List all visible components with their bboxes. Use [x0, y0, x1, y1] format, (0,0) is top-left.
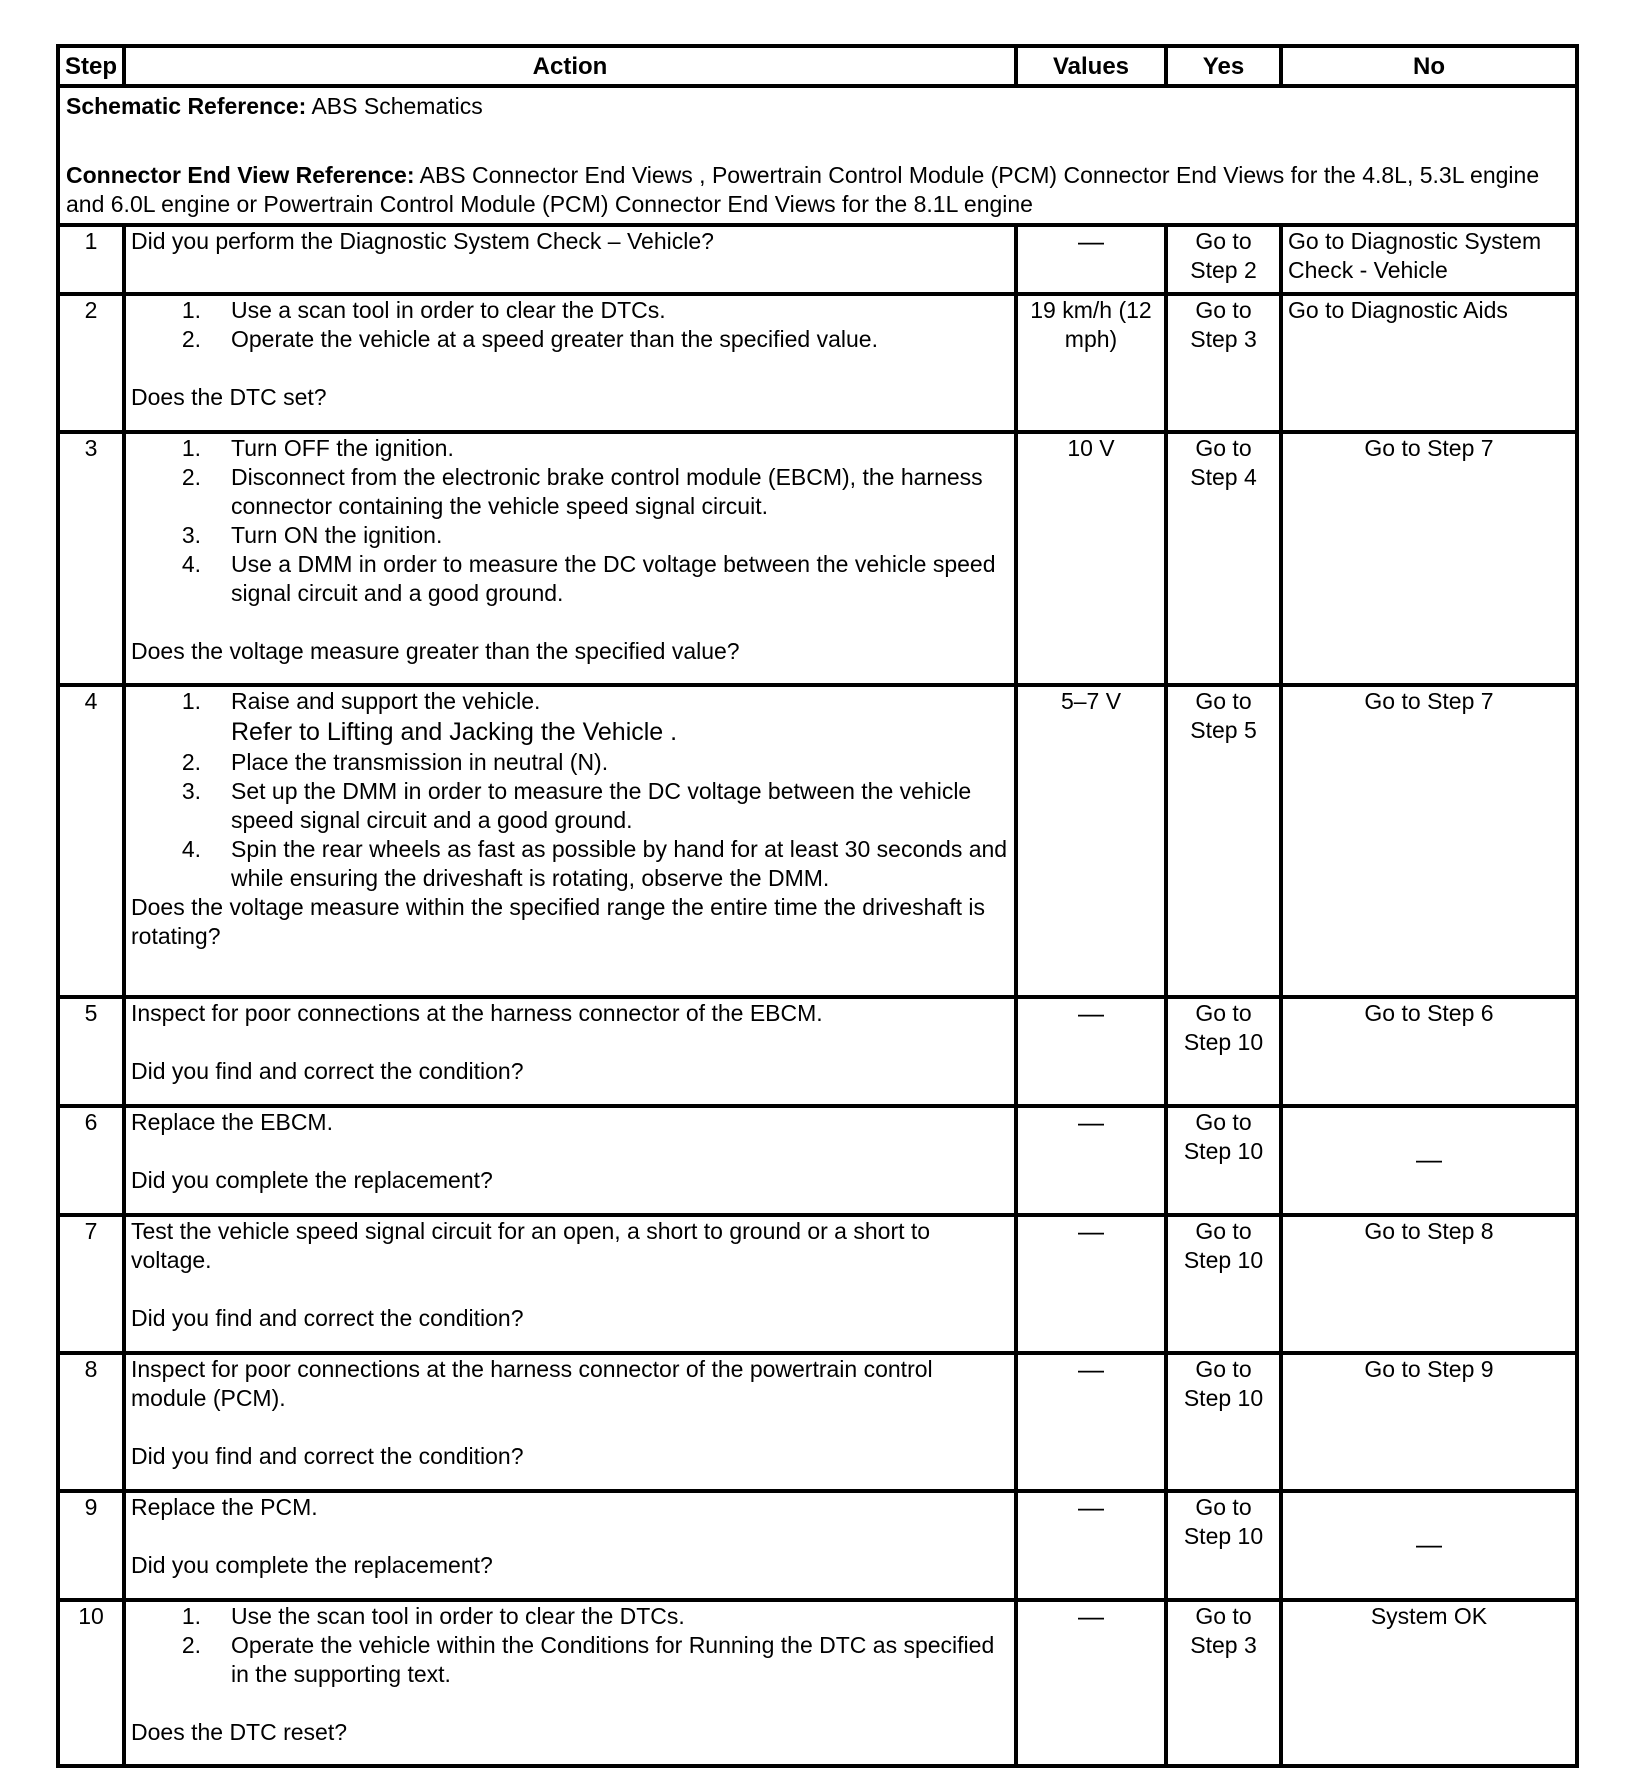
- no-cell: [1281, 1106, 1577, 1215]
- list-item: [131, 325, 1009, 354]
- no-link[interactable]: Go to Step 6: [1281, 997, 1577, 1106]
- connector-reference-links[interactable]: ABS Connector End Views , Powertrain Control Module (PCM) Connector End Views for the 4.8L, 5.3L engine and 6.0L engine or Powertrain Control Module (PCM) Connector End Views for the 8.1L engine: [66, 162, 1540, 217]
- no-link[interactable]: Go to Step 8: [1281, 1215, 1577, 1353]
- list-item: [131, 296, 1009, 325]
- item-number: 2.: [181, 749, 201, 776]
- step-number: 8: [58, 1353, 124, 1491]
- value-text: —: [1078, 226, 1104, 257]
- value-cell: [1016, 225, 1166, 294]
- item-number: 1.: [181, 435, 201, 462]
- list-item: [131, 748, 1009, 777]
- value-text: 19 km/h (12 mph): [1016, 294, 1166, 432]
- list-item: [131, 1602, 1009, 1631]
- step-number: 3: [58, 432, 124, 685]
- item-text: Turn OFF the ignition.: [231, 435, 454, 462]
- question-text: Did you complete the replacement?: [131, 1166, 493, 1193]
- reference-cell: [58, 86, 1577, 225]
- table-row: [58, 1106, 1577, 1215]
- header-step: Step: [58, 46, 124, 86]
- value-cell: [1016, 1106, 1166, 1215]
- value-text: —: [1078, 1106, 1104, 1137]
- table-row: [58, 685, 1577, 996]
- question-text: Did you complete the replacement?: [131, 1551, 493, 1578]
- item-number: 4.: [181, 836, 201, 863]
- step-number: 2: [58, 294, 124, 432]
- yes-link[interactable]: Go to Step 10: [1166, 1491, 1281, 1600]
- item-number: 2.: [181, 464, 201, 491]
- no-link[interactable]: Go to Diagnostic System Check - Vehicle: [1281, 225, 1577, 294]
- step-number: 10: [58, 1600, 124, 1766]
- value-text: —: [1078, 1353, 1104, 1384]
- value-text: —: [1078, 1491, 1104, 1522]
- item-text: Operate the vehicle within the Conditions for Running the DTC as specified in the supporting text.: [231, 1631, 995, 1687]
- list-item: [131, 777, 1009, 835]
- no-link[interactable]: Go to Step 7: [1281, 432, 1577, 685]
- diagnostic-table: [56, 44, 1579, 1768]
- question-text: Did you find and correct the condition?: [131, 1304, 524, 1331]
- no-link[interactable]: Go to Step 7: [1281, 685, 1577, 996]
- item-number: 3.: [181, 778, 201, 805]
- schematic-reference-label: Schematic Reference:: [66, 93, 307, 119]
- yes-link[interactable]: Go to Step 2: [1166, 225, 1281, 294]
- list-item: [131, 687, 1009, 716]
- table-row: [58, 294, 1577, 432]
- action-text: Test the vehicle speed signal circuit for an open, a short to ground or a short to voltage.: [131, 1217, 931, 1273]
- step-number: 5: [58, 997, 124, 1106]
- item-text: Operate the vehicle at a speed greater than the specified value.: [231, 326, 878, 353]
- item-text: Use a scan tool in order to clear the DTCs.: [231, 297, 666, 324]
- value-text: —: [1078, 997, 1104, 1028]
- item-number: 2.: [181, 326, 201, 353]
- step-number: 4: [58, 685, 124, 996]
- question-text: Does the voltage measure greater than the specified value?: [131, 638, 740, 665]
- table-row: [58, 997, 1577, 1106]
- list-item: [131, 434, 1009, 463]
- yes-link[interactable]: Go to Step 3: [1166, 1600, 1281, 1766]
- item-text: Spin the rear wheels as fast as possible by hand for at least 30 seconds and while ensuring the driveshaft is rotating, observe the DMM.: [231, 836, 1008, 892]
- list-item: [131, 521, 1009, 550]
- item-number: 1.: [181, 688, 201, 715]
- no-cell: [1281, 1491, 1577, 1600]
- item-text: Raise and support the vehicle.: [231, 688, 541, 715]
- yes-link[interactable]: Go to Step 4: [1166, 432, 1281, 685]
- value-text: 5–7 V: [1016, 685, 1166, 996]
- yes-link[interactable]: Go to Step 10: [1166, 1106, 1281, 1215]
- value-text: —: [1078, 1215, 1104, 1246]
- action-text: Replace the EBCM.: [131, 1108, 333, 1135]
- header-yes: Yes: [1166, 46, 1281, 86]
- item-text: Turn ON the ignition.: [231, 522, 443, 549]
- item-number: 4.: [181, 551, 201, 578]
- action-text: Inspect for poor connections at the harness connector of the powertrain control module (PCM).: [131, 1355, 933, 1411]
- action-cell: [124, 1215, 1016, 1353]
- item-text: Place the transmission in neutral (N).: [231, 749, 609, 776]
- table-row: [58, 1353, 1577, 1491]
- action-cell: [124, 294, 1016, 432]
- item-number: 1.: [181, 1602, 201, 1629]
- connector-reference-label: Connector End View Reference:: [66, 162, 415, 188]
- schematic-reference-link[interactable]: ABS Schematics: [306, 93, 483, 119]
- schematic-reference: [66, 92, 1569, 121]
- table-row: [58, 1600, 1577, 1766]
- header-action: Action: [124, 46, 1016, 86]
- item-number: 1.: [181, 297, 201, 324]
- no-link[interactable]: Go to Step 9: [1281, 1353, 1577, 1491]
- action-cell: [124, 1600, 1016, 1766]
- value-cell: [1016, 997, 1166, 1106]
- header-row: [58, 46, 1577, 86]
- no-text: System OK: [1281, 1600, 1577, 1766]
- instruction-list: [131, 434, 1009, 608]
- yes-link[interactable]: Go to Step 3: [1166, 294, 1281, 432]
- value-cell: [1016, 1215, 1166, 1353]
- item-text: Use a DMM in order to measure the DC voltage between the vehicle speed signal circuit and a good ground.: [231, 551, 996, 607]
- list-item: [131, 463, 1009, 521]
- connector-reference: [66, 161, 1569, 219]
- item-text: Disconnect from the electronic brake control module (EBCM), the harness connector containing the vehicle speed signal circuit.: [231, 464, 983, 520]
- table-row: [58, 432, 1577, 685]
- value-cell: [1016, 1491, 1166, 1600]
- list-item: [131, 1631, 1009, 1689]
- list-item: [131, 550, 1009, 608]
- instruction-list: [131, 296, 1009, 354]
- table-row: [58, 225, 1577, 294]
- item-text: Use the scan tool in order to clear the DTCs.: [231, 1602, 685, 1629]
- question-text: Does the DTC set?: [131, 384, 327, 411]
- yes-link[interactable]: Go to Step 10: [1166, 1353, 1281, 1491]
- instruction-list: [131, 687, 1009, 716]
- value-text: 10 V: [1016, 432, 1166, 685]
- action-text: Did you perform the Diagnostic System Check – Vehicle?: [124, 225, 1016, 294]
- question-text: Did you find and correct the condition?: [131, 1442, 524, 1469]
- action-cell: [124, 1353, 1016, 1491]
- step-number: 9: [58, 1491, 124, 1600]
- item-number: 2.: [181, 1631, 201, 1658]
- no-text: —: [1416, 1529, 1442, 1560]
- action-cell: [124, 1106, 1016, 1215]
- action-text: Inspect for poor connections at the harness connector of the EBCM.: [131, 999, 823, 1026]
- yes-link[interactable]: Go to Step 10: [1166, 997, 1281, 1106]
- value-text: —: [1078, 1600, 1104, 1631]
- value-cell: [1016, 1600, 1166, 1766]
- no-text: —: [1416, 1144, 1442, 1175]
- instruction-list: [131, 1602, 1009, 1689]
- header-no: No: [1281, 46, 1577, 86]
- step-number: 7: [58, 1215, 124, 1353]
- action-text: Replace the PCM.: [131, 1493, 318, 1520]
- value-cell: [1016, 1353, 1166, 1491]
- action-cell: [124, 685, 1016, 996]
- question-text: Did you find and correct the condition?: [131, 1057, 524, 1084]
- yes-link[interactable]: Go to Step 5: [1166, 685, 1281, 996]
- question-text: Does the DTC reset?: [131, 1718, 348, 1745]
- item-number: 3.: [181, 522, 201, 549]
- table-row: [58, 1215, 1577, 1353]
- header-values: Values: [1016, 46, 1166, 86]
- reference-row: [58, 86, 1577, 225]
- lifting-reference-link[interactable]: Refer to Lifting and Jacking the Vehicle .: [231, 718, 678, 747]
- instruction-list: [131, 748, 1009, 893]
- question-text: Does the voltage measure within the specified range the entire time the driveshaft is rotating?: [131, 894, 986, 950]
- step-number: 1: [58, 225, 124, 294]
- step-number: 6: [58, 1106, 124, 1215]
- action-cell: [124, 1491, 1016, 1600]
- no-link[interactable]: Go to Diagnostic Aids: [1281, 294, 1577, 432]
- list-item: [131, 835, 1009, 893]
- action-cell: [124, 432, 1016, 685]
- action-cell: [124, 997, 1016, 1106]
- yes-link[interactable]: Go to Step 10: [1166, 1215, 1281, 1353]
- item-text: Set up the DMM in order to measure the DC voltage between the vehicle speed signal circuit and a good ground.: [231, 778, 972, 834]
- table-row: [58, 1491, 1577, 1600]
